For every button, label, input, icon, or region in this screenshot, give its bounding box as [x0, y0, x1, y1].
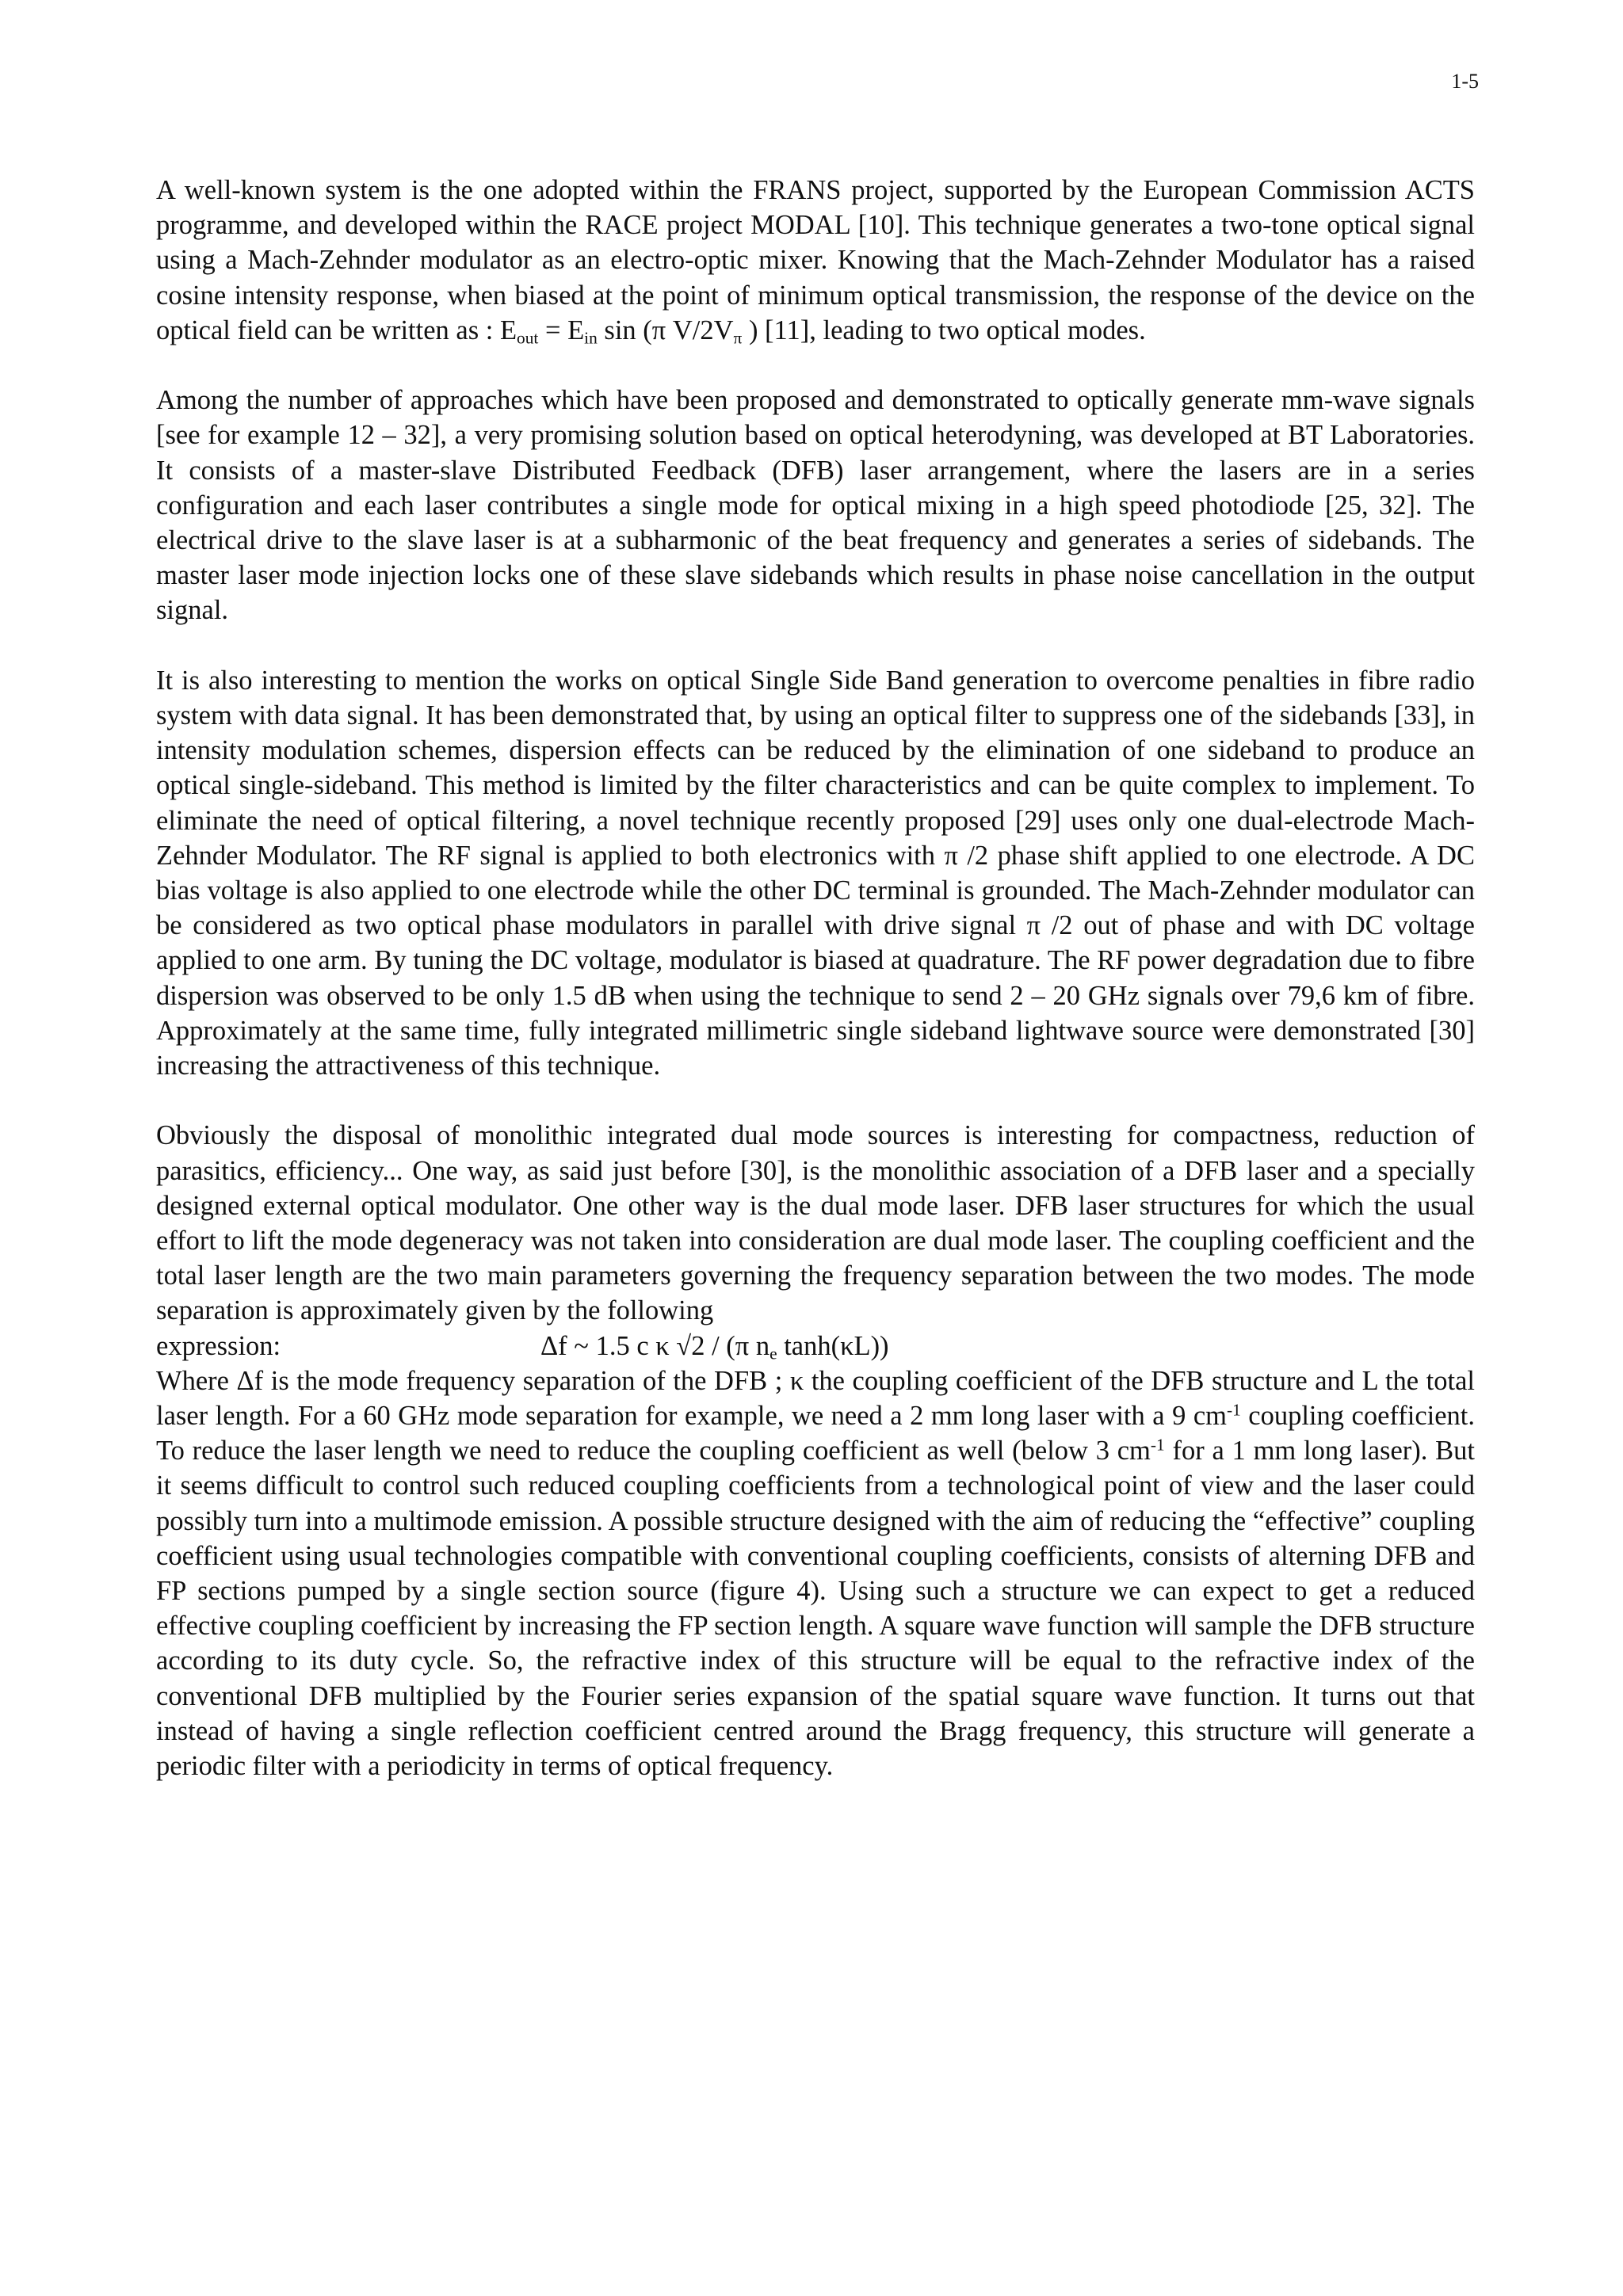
paragraph-text: sin (π V/2V [597, 315, 734, 345]
paragraph-coupling-coefficient [156, 1363, 1475, 1783]
formula-part: Δf ~ 1.5 c κ √2 / (π n [540, 1330, 770, 1361]
paragraph-single-side-band: It is also interesting to mention the works on optical Single Side Band generation to overcome penalties in fibre radio system with data signal. It has been demonstrated that, by using an optical filter to suppress one of the sidebands [33], in intensity modulation schemes, dispersion effects can be reduced by the elimination of one sideband to produce an optical single-sideband. This method is limited by the filter characteristics and can be quite complex to implement. To eliminate the need of optical filtering, a novel technique recently proposed [29] uses only one dual-electrode Mach-Zehnder Modulator. The RF signal is applied to both electronics with π /2 phase shift applied to one electrode. A DC bias voltage is also applied to one electrode while the other DC terminal is grounded. The Mach-Zehnder modulator can be considered as two optical phase modulators in parallel with drive signal π /2 out of phase and with DC voltage applied to one arm. By tuning the DC voltage, modulator is biased at quadrature. The RF power degradation due to fibre dispersion was observed to be only 1.5 dB when using the technique to send 2 – 20 GHz signals over 79,6 km of fibre. Approximately at the same time, fully integrated millimetric single sideband lightwave source were demonstrated [30] increasing the attractiveness of this technique. [156, 665, 1475, 1081]
document-body [156, 173, 1475, 1783]
formula-part: tanh(κL)) [777, 1330, 889, 1361]
page-number: 1-5 [1451, 70, 1479, 93]
paragraph-text: Where Δf is the mode frequency separation of the DFB ; κ the coupling coefficient of the DFB structure and L the total laser length. For a 60 GHz mode separation for example, we need a 2 mm long laser with a 9 cm [156, 1365, 1475, 1432]
superscript-minus-one: -1 [1150, 1435, 1165, 1455]
subscript-out: out [517, 328, 539, 348]
paragraph-text: ) [11], leading to two optical modes. [742, 315, 1146, 345]
formula-label: expression: [156, 1330, 281, 1361]
subscript-pi: π [733, 328, 743, 348]
subscript-in: in [584, 328, 598, 348]
paragraph-dual-mode-sources [156, 1118, 1475, 1328]
paragraph-text: Obviously the disposal of monolithic integrated dual mode sources is interesting for compactness, reduction of parasitics, efficiency... One way, as said just before [30], is the monolithic association of a DFB laser and a specially designed external optical modulator. One other way is the dual mode laser. DFB laser structures for which the usual effort to lift the mode degeneracy was not taken into consideration are dual mode laser. The coupling coefficient and the total laser length are the two main parameters governing the frequency separation between the two modes. The mode separation is approximately given by the following [156, 1120, 1475, 1326]
paragraph-text: = E [538, 315, 585, 345]
paragraph-frans-system [156, 173, 1475, 348]
subscript-e: e [769, 1344, 777, 1363]
paragraph-text: A well-known system is the one adopted within the FRANS project, supported by the European Commission ACTS programme, and developed within the RACE project MODAL [10]. This technique generates a two-tone optical signal using a Mach-Zehnder modulator as an electro-optic mixer. Knowing that the Mach-Zehnder Modulator has a raised cosine intensity response, when biased at the point of minimum optical transmission, the response of the device on the optical field can be written as : E [156, 175, 1475, 345]
paragraph-text: for a 1 mm long laser). But it seems difficult to control such reduced coupling coefficients from a technological point of view and the laser could possibly turn into a multimode emission. A possible structure designed with the aim of reducing the “effective” coupling coefficient using usual technologies compatible with conventional coupling coefficients, consists of alterning DFB and FP sections pumped by a single section source (figure 4). Using such a structure we can expect to get a reduced effective coupling coefficient by increasing the FP section length. A square wave function will sample the DFB structure according to its duty cycle. So, the refractive index of this structure will be equal to the refractive index of the conventional DFB multiplied by the Fourier series expansion of the spatial square wave function. It turns out that instead of having a single reflection coefficient centred around the Bragg frequency, this structure will generate a periodic filter with a periodicity in terms of optical frequency. [156, 1436, 1475, 1782]
formula-expression [540, 1329, 889, 1363]
mode-separation-formula [156, 1329, 1475, 1363]
superscript-minus-one: -1 [1226, 1400, 1241, 1420]
paragraph-text: coupling coefficient. To reduce the laser length we need to reduce the coupling coefficient as well (below 3 cm [156, 1401, 1475, 1466]
paragraph-bt-laboratories: Among the number of approaches which have been proposed and demonstrated to optically generate mm-wave signals [see for example 12 – 32], a very promising solution based on optical heterodyning, was developed at BT Laboratories. It consists of a master-slave Distributed Feedback (DFB) laser arrangement, where the lasers are in a series configuration and each laser contributes a single mode for optical mixing in a high speed photodiode [25, 32]. The electrical drive to the slave laser is at a subharmonic of the beat frequency and generates a series of sidebands. The master laser mode injection locks one of these slave sidebands which results in phase noise cancellation in the output signal. [156, 385, 1475, 626]
